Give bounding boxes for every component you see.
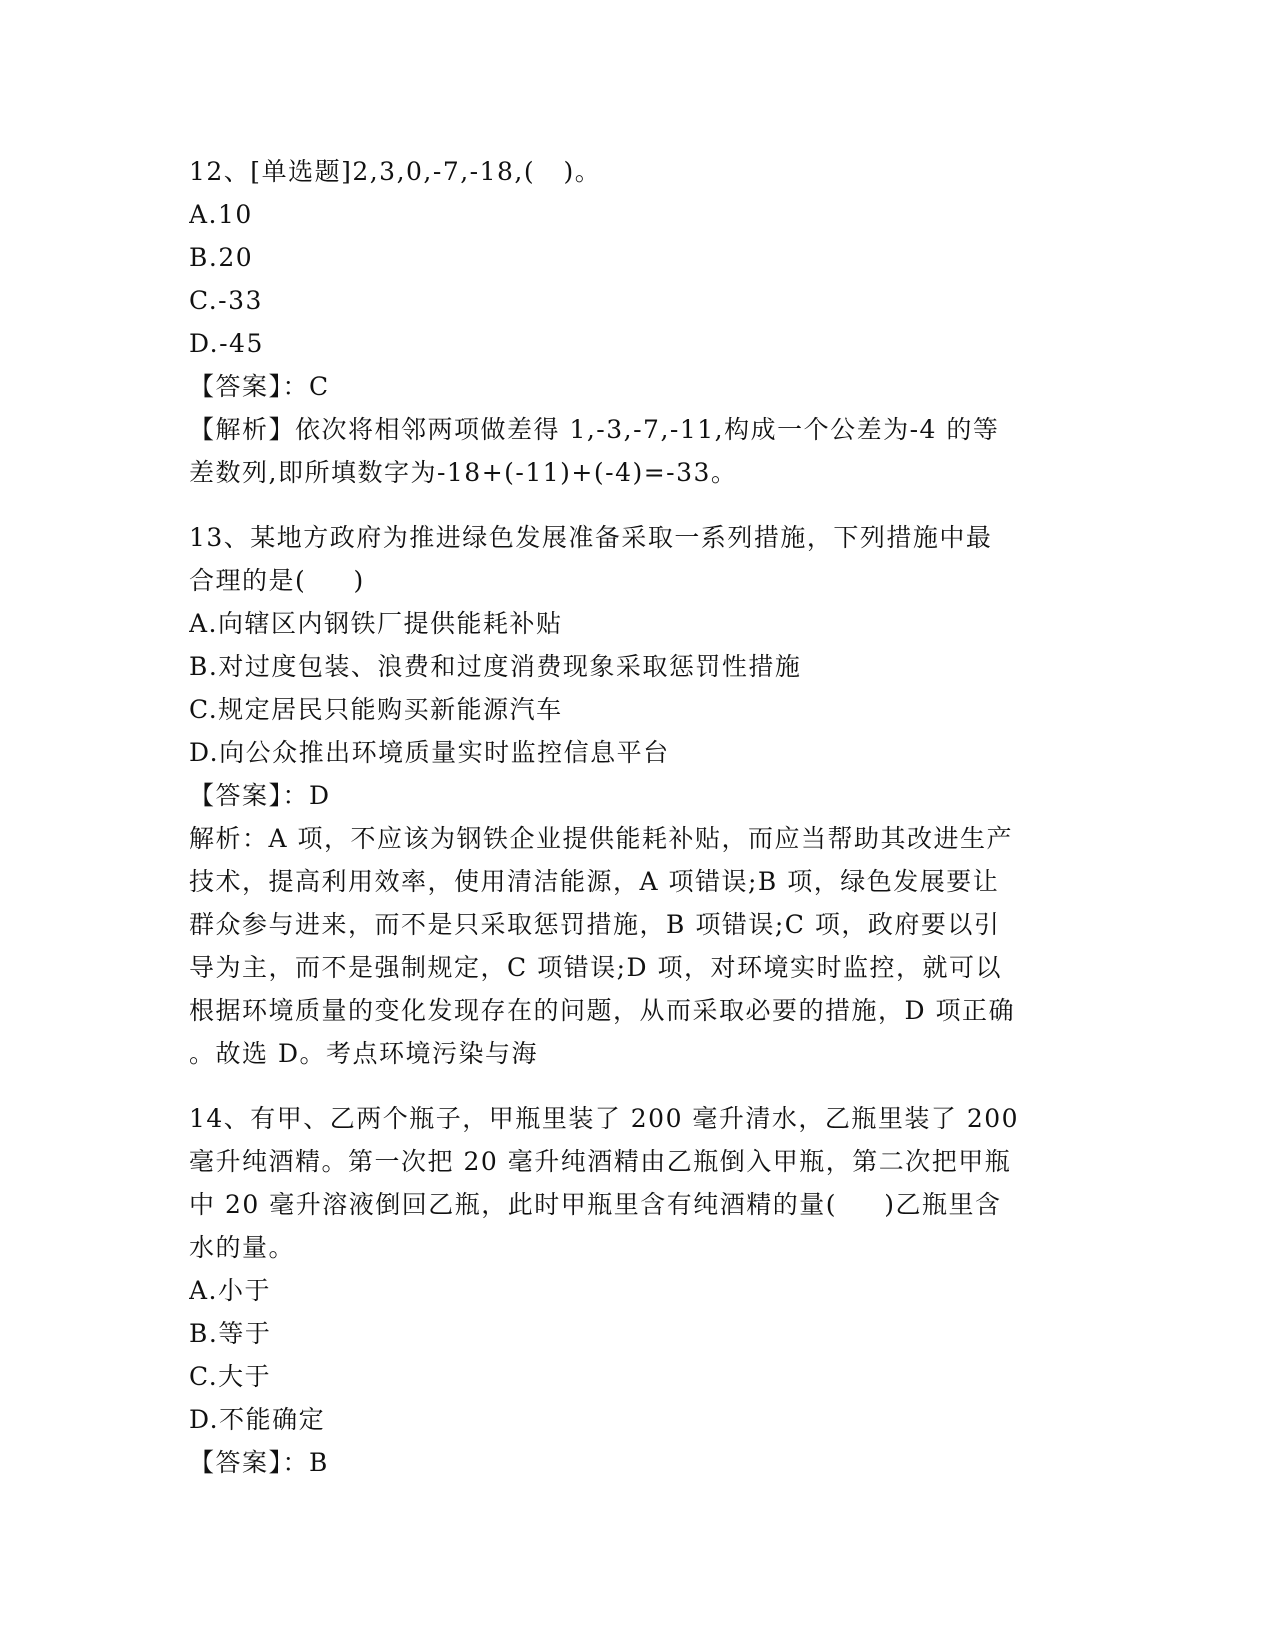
answer-line: 【答案】：B [189,1448,329,1477]
option-c: C.大于 [189,1362,272,1391]
option-a: A.小于 [189,1276,272,1305]
analysis-line: 解析：A 项，不应该为钢铁企业提供能耗补贴，而应当帮助其改进生产 [189,824,1014,853]
analysis-line: 技术，提高利用效率，使用清洁能源，A 项错误;B 项，绿色发展要让 [189,867,1000,896]
option-b: B.20 [189,243,254,272]
question-12 [189,150,1094,494]
analysis-line: 根据环境质量的变化发现存在的问题，从而采取必要的措施，D 项正确 [189,996,1015,1025]
option-d: D.不能确定 [189,1405,326,1434]
question-stem: 水的量。 [189,1233,296,1262]
analysis-line: 【解析】依次将相邻两项做差得 1,-3,-7,-11,构成一个公差为-4 的等 [189,415,1000,444]
question-stem: 合理的是( ) [189,566,365,595]
analysis-line: 差数列,即所填数字为-18+(-11)+(-4)=-33。 [189,458,738,487]
option-d: D.-45 [189,329,264,358]
analysis-line: 。故选 D。考点环境污染与海 [189,1039,538,1068]
question-stem: 14、有甲、乙两个瓶子，甲瓶里装了 200 毫升清水，乙瓶里装了 200 [189,1104,1020,1133]
option-b: B.等于 [189,1319,272,1348]
question-stem: 中 20 毫升溶液倒回乙瓶，此时甲瓶里含有纯酒精的量( )乙瓶里含 [189,1190,1002,1219]
question-14 [189,1097,1094,1484]
question-stem: 12、[单选题]2,3,0,-7,-18,( )。 [189,157,602,186]
option-a: A.10 [189,200,253,229]
option-a: A.向辖区内钢铁厂提供能耗补贴 [189,609,563,638]
option-b: B.对过度包装、浪费和过度消费现象采取惩罚性措施 [189,652,802,681]
option-c: C.规定居民只能购买新能源汽车 [189,695,563,724]
question-stem: 13、某地方政府为推进绿色发展准备采取一系列措施，下列措施中最 [189,523,993,552]
answer-line: 【答案】：C [189,372,330,401]
answer-line: 【答案】：D [189,781,331,810]
option-c: C.-33 [189,286,263,315]
analysis-line: 导为主，而不是强制规定，C 项错误;D 项，对环境实时监控，就可以 [189,953,1002,982]
document-page [189,150,1094,1484]
question-stem: 毫升纯酒精。第一次把 20 毫升纯酒精由乙瓶倒入甲瓶，第二次把甲瓶 [189,1147,1012,1176]
question-13 [189,516,1094,1075]
analysis-line: 群众参与进来，而不是只采取惩罚措施，B 项错误;C 项，政府要以引 [189,910,1001,939]
option-d: D.向公众推出环境质量实时监控信息平台 [189,738,670,767]
